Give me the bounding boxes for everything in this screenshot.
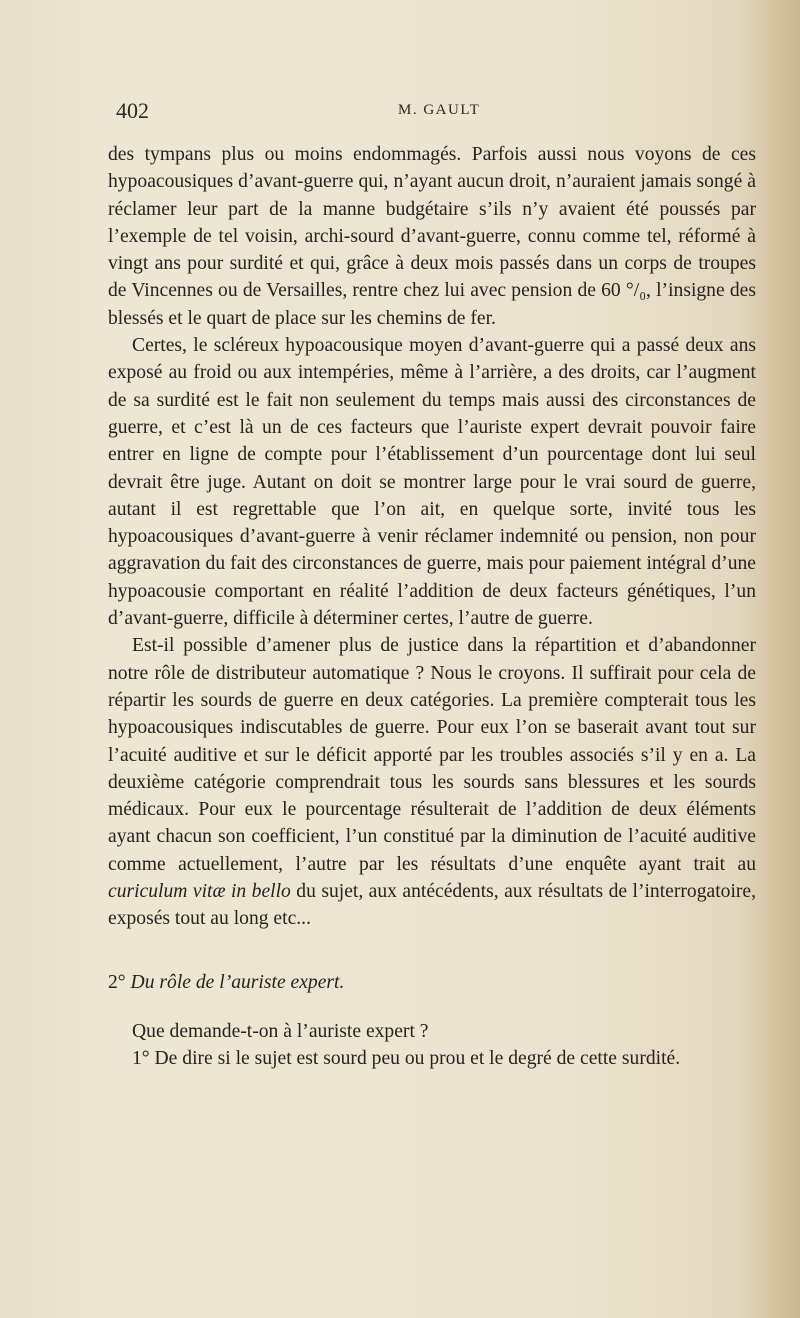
- paragraph-2: Certes, le scléreux hypoacousique moyen d’avant-guerre qui a passé deux ans exposé au froid ou aux intempéries, même à l’arrière, a des droits, car l’augment de sa surdité est le fait non seulement du temps mais aussi des circonstances de guerre, et c’est là un de ces facteurs que l’auriste expert devrait pouvoir faire entrer en ligne de compte pour l’établissement d’un pourcentage dont lui seul devrait être juge. Autant on doit se montrer large pour le vrai sourd de guerre, autant il est regrettable que l’on ait, en quelque sorte, invité tous les hypoacousiques d’avant-guerre à venir réclamer indemnité ou pension, non pour aggravation du fait des circonstances de guerre, mais pour paiement intégral d’une hypoacousie comportant en réalité l’addition de deux facteurs génétiques, l’un d’avant-guerre, difficile à déterminer certes, l’autre de guerre.: [108, 335, 756, 630]
- body-text: [108, 141, 756, 1073]
- paragraph-4: Que demande-t-on à l’auriste expert ?: [132, 1020, 429, 1042]
- paragraph-1: des tympans plus ou moins endommagés. Parfois aussi nous voyons de ces hypoacousiques d’avant-guerre qui, n’ayant aucun droit, n’auraient jamais songé à réclamer leur part de la manne budgétaire s’ils n’y avaient été poussés par l’exemple de tel voisin, archi-sourd d’avant-guerre, connu comme tel, réformé à vingt ans pour surdité et qui, grâce à deux mois passés dans un corps de troupes de Vincennes ou de Versailles, rentre chez lui avec pension de 60 °/₀, l’insigne des blessés et le quart de place sur les chemins de fer.: [108, 144, 756, 329]
- section-number: 2°: [108, 971, 126, 993]
- page-header: [116, 98, 746, 128]
- section-title: Du rôle de l’auriste expert.: [130, 971, 345, 993]
- paragraph-3-text: Est-il possible d’amener plus de justice dans la répartition et d’abandonner notre rôle de distributeur automatique ? Nous le croyons. Il suffirait pour cela de répartir les sourds de guerre en deux catégories. La première compterait tous les hypoacousiques indiscutables de guerre. Pour eux l’on se baserait avant tout sur l’acuité auditive et sur le déficit apporté par les troubles associés s’il y en a. La deuxième catégorie comprendrait tous les sourds sans blessures et les sourds médicaux. Pour eux le pourcentage résulterait de l’addition de deux éléments ayant chacun son coefficient, l’un constitué par la diminution de l’acuité auditive comme actuellement, l’autre par les résultats d’une enquête ayant trait au: [108, 635, 756, 875]
- paragraph-3: [108, 632, 756, 932]
- page-number: 402: [116, 98, 149, 123]
- running-title: M. GAULT: [398, 102, 481, 118]
- paragraph-5: 1° De dire si le sujet est sourd peu ou prou et le degré de cette surdité.: [132, 1048, 681, 1070]
- latin-phrase: curiculum vitæ in bello: [108, 881, 291, 903]
- section-heading: [108, 969, 756, 996]
- paragraph-3-end: du sujet, aux antécédents, aux résultats de l’interrogatoire, exposés tout au long etc...: [108, 881, 757, 930]
